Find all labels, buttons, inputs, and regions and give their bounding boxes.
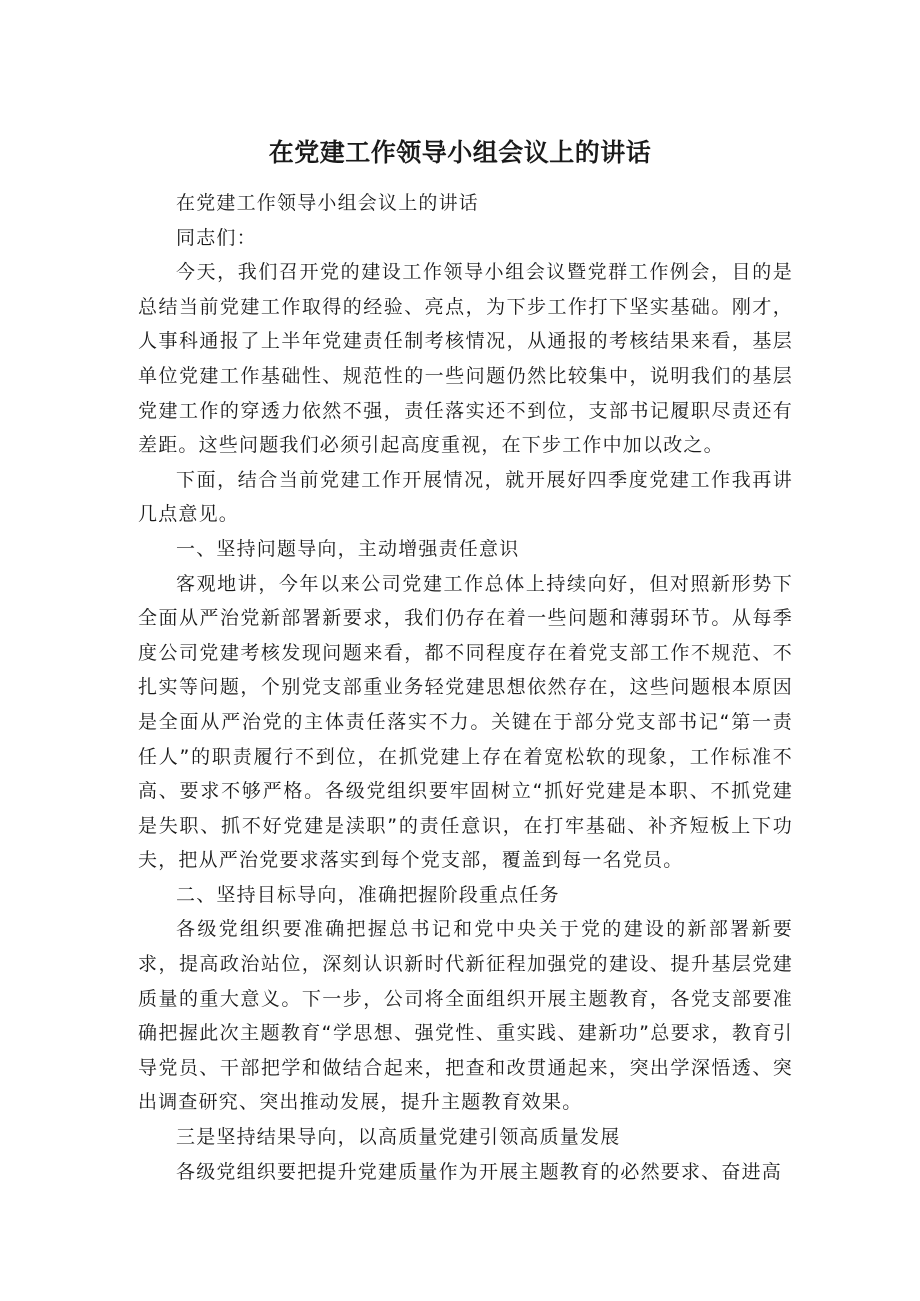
paragraph-transition: 下面，结合当前党建工作开展情况，就开展好四季度党建工作我再讲几点意见。: [138, 468, 793, 526]
paragraph-intro: 今天，我们召开党的建设工作领导小组会议暨党群工作例会，目的是总结当前党建工作取得的经验、亮点，为下步工作打下坚实基础。刚才，人事科通报了上半年党建责任制考核情况，从通报的考核结果来看，基层单位党建工作基础性、规范性的一些问题仍然比较集中，说明我们的基层党建工作的穿透力依然不强，责任落实还不到位，支部书记履职尽责还有差距。这些问题我们必须引起高度重视，在下步工作中加以改之。: [138, 261, 793, 457]
document-body: [138, 186, 793, 1189]
body-subtitle: 在党建工作领导小组会议上的讲话: [176, 192, 480, 214]
section-heading-3: 三是坚持结果导向，以高质量党建引领高质量发展: [176, 1126, 621, 1149]
section-heading-2: 二、坚持目标导向，准确把握阶段重点任务: [176, 883, 560, 906]
salutation: 同志们：: [176, 226, 257, 249]
paragraph-section-1: 客观地讲，今年以来公司党建工作总体上持续向好，但对照新形势下全面从严治党新部署新要求，我们仍存在着一些问题和薄弱环节。从每季度公司党建考核发现问题来看，都不同程度存在着党支部工作不规范、不扎实等问题，个别党支部重业务轻党建思想依然存在，这些问题根本原因是全面从严治党的主体责任落实不力。关键在于部分党支部书记“第一责任人”的职责履行不到位，在抓党建上存在着宽松软的现象，工作标准不高、要求不够严格。各级党组织要牢固树立“抓好党建是本职、不抓党建是失职、抓不好党建是渎职”的责任意识，在打牢基础、补齐短板上下功夫，把从严治党要求落实到每个党支部，覆盖到每一名党员。: [138, 572, 793, 872]
section-heading-1: 一、坚持问题导向，主动增强责任意识: [176, 537, 520, 560]
paragraph-section-2: 各级党组织要准确把握总书记和党中央关于党的建设的新部署新要求，提高政治站位，深刻认识新时代新征程加强党的建设、提升基层党建质量的重大意义。下一步，公司将全面组织开展主题教育，各党支部要准确把握此次主题教育“学思想、强党性、重实践、建新功”总要求，教育引导党员、干部把学和做结合起来，把查和改贯通起来，突出学深悟透、突出调查研究、突出推动发展，提升主题教育效果。: [138, 918, 793, 1114]
document-title: 在党建工作领导小组会议上的讲话: [268, 137, 652, 167]
paragraph-section-3: 各级党组织要把提升党建质量作为开展主题教育的必然要求、奋进高: [176, 1160, 783, 1183]
